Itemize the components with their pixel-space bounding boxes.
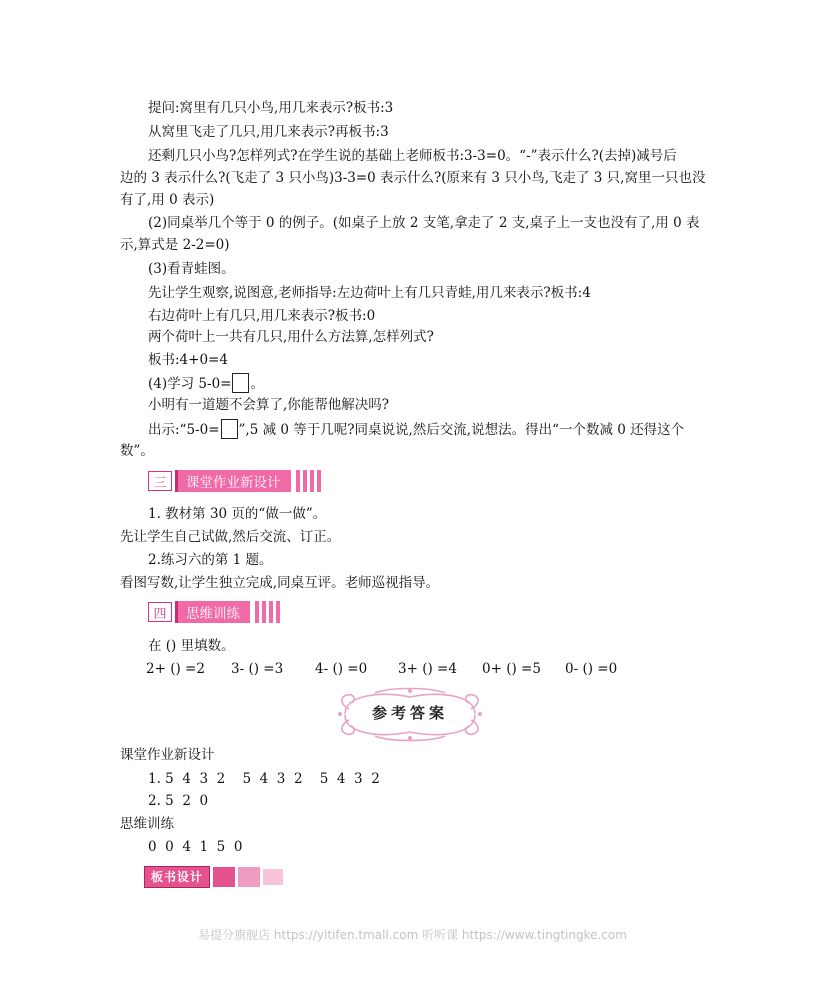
answer-row: 1. 5 4 3 2 5 4 3 2 5 4 3 2: [148, 771, 380, 787]
text-line: 右边荷叶上有几只,用几来表示?板书:0: [148, 308, 376, 324]
text-line: 先让学生观察,说图意,老师指导:左边荷叶上有几只青蛙,用几来表示?板书:4: [148, 285, 591, 301]
section-title: 思维训练: [175, 601, 250, 623]
text-segment: 。: [250, 376, 264, 392]
text-line: 提问:窝里有几只小鸟,用几来表示?板书:3: [148, 100, 394, 116]
banner-stripes: [293, 470, 321, 492]
text-line: 还剩几只小鸟?怎样列式?在学生说的基础上老师板书:3-3=0。“-”表示什么?(去掉)减号后: [148, 148, 677, 164]
section-title: 课堂作业新设计: [175, 470, 291, 492]
text-line: 两个荷叶上一共有几只,用什么方法算,怎样列式?: [148, 329, 434, 345]
text-segment: (4)学习 5-0=: [148, 376, 232, 392]
text-line: 先让学生自己试做,然后交流、订正。: [120, 529, 341, 545]
answer-box: [221, 419, 238, 439]
text-line: (2)同桌举几个等于 0 的例子。(如桌子上放 2 支笔,拿走了 2 支,桌子上一支也没有了,用 0 表: [148, 215, 700, 231]
text-line: (3)看青蛙图。: [148, 261, 235, 277]
exercise: 3- () =3: [231, 661, 284, 677]
text-line: 看图写数,让学生独立完成,同桌互评。老师巡视指导。: [120, 575, 440, 591]
answer-title: 参考答案: [371, 704, 448, 722]
decor-square: [213, 867, 235, 887]
text-line: 1. 教材第 30 页的“做一做”。: [148, 506, 327, 522]
text-line: [148, 373, 264, 393]
answer-heading: 思维训练: [120, 816, 174, 832]
exercise: 3+ () =4: [398, 661, 457, 677]
exercise: 0+ () =5: [482, 661, 541, 677]
text-line: 边的 3 表示什么?(飞走了 3 只小鸟)3-3=0 表示什么?(原来有 3 只小鸟,飞走了 3 只,窝里一只也没: [120, 170, 706, 186]
text-line: 从窝里飞走了几只,用几来表示?再板书:3: [148, 124, 389, 140]
text-segment: ”,5 减 0 等于几呢?同桌说说,然后交流,说想法。得出“一个数减 0 还得这个: [238, 422, 685, 438]
text-line: [148, 419, 684, 439]
section-banner: [148, 601, 280, 623]
text-line: 有了,用 0 表示): [120, 192, 215, 208]
exercise: 4- () =0: [315, 661, 368, 677]
text-segment: 出示:“5-0=: [148, 422, 220, 438]
decor-square: [238, 867, 260, 887]
decor-square: [263, 869, 283, 885]
banner-stripes: [252, 601, 280, 623]
text-line: 2.练习六的第 1 题。: [148, 552, 273, 568]
section-number: 三: [148, 471, 172, 491]
section-banner: [148, 470, 321, 492]
answer-title-ornament: [335, 687, 485, 742]
footer-watermark: 易提分旗舰店 https://yitifen.tmall.com 听听课 https://www.tingtingke.com: [198, 928, 627, 942]
exercise: 0- () =0: [565, 661, 618, 677]
text-line: 小明有一道题不会算了,你能帮他解决吗?: [148, 397, 390, 413]
text-line: 板书:4+0=4: [148, 352, 228, 368]
text-line: 数”。: [120, 443, 154, 459]
exercise: 2+ () =2: [146, 661, 205, 677]
board-design-banner: [144, 866, 283, 888]
board-design-label: 板书设计: [144, 866, 210, 888]
answer-row: 0 0 4 1 5 0: [148, 839, 243, 855]
section-number: 四: [148, 602, 172, 622]
answer-box: [232, 373, 249, 393]
text-line: 在 () 里填数。: [148, 638, 235, 654]
text-line: 示,算式是 2-2=0): [120, 237, 230, 253]
answer-heading: 课堂作业新设计: [120, 747, 215, 763]
answer-row: 2. 5 2 0: [148, 793, 209, 809]
